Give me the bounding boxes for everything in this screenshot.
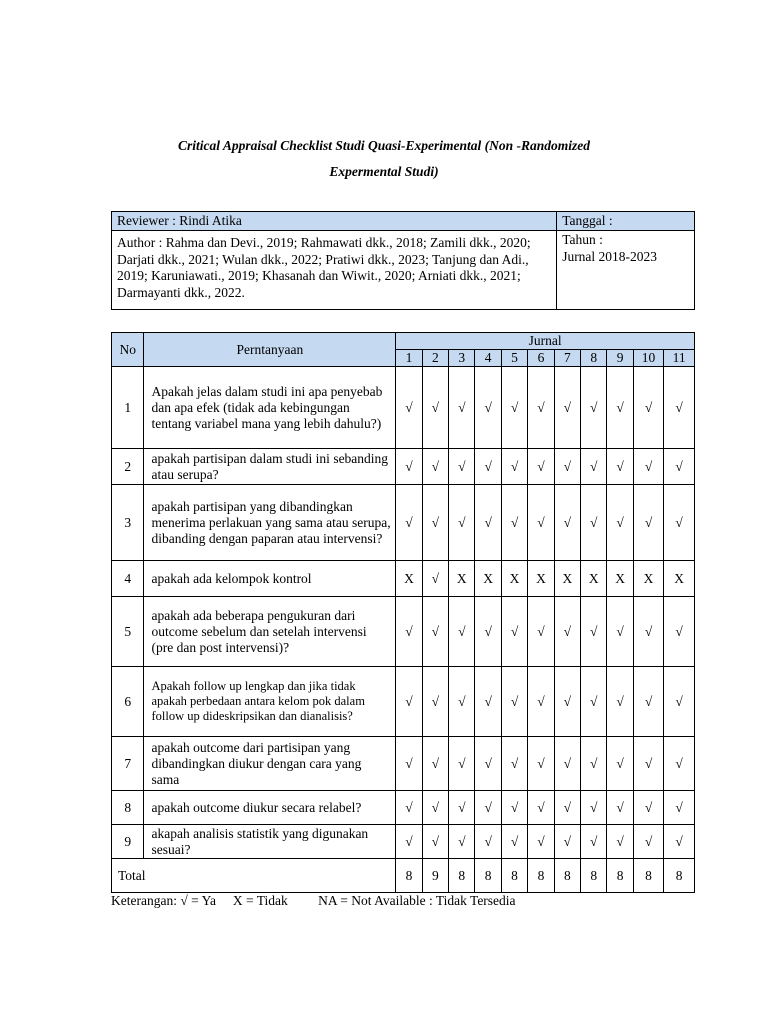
total-score: 8 [396,859,422,893]
assessment-mark: √ [664,737,695,791]
assessment-mark: √ [449,449,475,485]
assessment-mark: √ [396,367,422,449]
row-number: 8 [112,791,144,825]
total-score: 9 [422,859,448,893]
header-no: No [112,333,144,367]
question-text: apakah ada beberapa pengukuran dari outcome sebelum dan setelah intervensi (pre dan post intervensi)? [144,597,396,667]
assessment-mark: √ [607,367,633,449]
assessment-mark: √ [607,791,633,825]
total-score: 8 [554,859,580,893]
assessment-mark: √ [633,791,663,825]
assessment-mark: √ [475,485,501,561]
assessment-mark: √ [528,825,554,859]
assessment-mark: √ [581,367,607,449]
row-number: 4 [112,561,144,597]
header-question: Perntanyaan [144,333,396,367]
assessment-mark: √ [554,367,580,449]
assessment-mark: √ [449,667,475,737]
question-text: akapah analisis statistik yang digunakan sesuai? [144,825,396,859]
assessment-mark: √ [396,597,422,667]
assessment-mark: X [475,561,501,597]
assessment-mark: √ [501,737,527,791]
table-row [112,367,695,449]
assessment-mark: √ [633,485,663,561]
assessment-mark: √ [607,667,633,737]
assessment-mark: √ [449,597,475,667]
assessment-mark: √ [581,825,607,859]
row-number: 9 [112,825,144,859]
table-row [112,449,695,485]
assessment-mark: √ [633,449,663,485]
assessment-mark: √ [633,597,663,667]
table-row [112,667,695,737]
journal-number: 10 [633,350,663,367]
assessment-mark: √ [664,791,695,825]
assessment-mark: √ [422,825,448,859]
author-list: Author : Rahma dan Devi., 2019; Rahmawati dkk., 2018; Zamili dkk., 2020; Darjati dkk., 2021; Wulan dkk., 2022; Pratiwi dkk., 2023; Tanjung dan Adi., 2019; Karuniawati., 2019; Khasanah dan Wiwit., 2020; Arniati dkk., 2021; Darmayanti dkk., 2022. [112,231,557,310]
assessment-mark: √ [396,449,422,485]
assessment-mark: √ [607,597,633,667]
assessment-mark: √ [528,367,554,449]
assessment-mark: √ [581,667,607,737]
assessment-mark: √ [422,367,448,449]
legend-note: Keterangan: √ = Ya X = Tidak NA = Not Available : Tidak Tersedia [111,893,516,908]
journal-number: 4 [475,350,501,367]
assessment-mark: √ [633,825,663,859]
assessment-mark: X [554,561,580,597]
assessment-mark: √ [449,737,475,791]
assessment-mark: √ [396,667,422,737]
assessment-mark: √ [664,597,695,667]
table-row [112,485,695,561]
assessment-mark: √ [633,667,663,737]
assessment-mark: √ [554,825,580,859]
total-score: 8 [664,859,695,893]
assessment-mark: √ [475,791,501,825]
assessment-mark: √ [664,825,695,859]
total-score: 8 [501,859,527,893]
assessment-mark: √ [501,667,527,737]
assessment-mark: √ [422,737,448,791]
row-number: 1 [112,367,144,449]
assessment-mark: √ [633,367,663,449]
assessment-mark: √ [449,791,475,825]
question-text: apakah partisipan yang dibandingkan menerima perlakuan yang sama atau serupa, dibanding dengan paparan atau intervensi? [144,485,396,561]
assessment-mark: √ [607,449,633,485]
assessment-mark: √ [581,791,607,825]
assessment-mark: √ [528,667,554,737]
assessment-mark: X [396,561,422,597]
assessment-mark: √ [528,485,554,561]
assessment-mark: √ [475,667,501,737]
journal-number: 1 [396,350,422,367]
assessment-mark: √ [664,367,695,449]
assessment-mark: √ [475,737,501,791]
assessment-mark: √ [422,561,448,597]
assessment-mark: √ [396,737,422,791]
row-number: 5 [112,597,144,667]
tanggal-label: Tanggal : [557,212,695,231]
table-row [112,737,695,791]
assessment-mark: √ [501,597,527,667]
assessment-mark: √ [501,367,527,449]
assessment-mark: √ [607,737,633,791]
tahun-value: Jurnal 2018-2023 [562,248,658,264]
tahun-cell [557,231,695,310]
total-score: 8 [449,859,475,893]
assessment-mark: X [607,561,633,597]
journal-number: 7 [554,350,580,367]
assessment-mark: X [664,561,695,597]
question-text: apakah outcome dari partisipan yang dibandingkan diukur dengan cara yang sama [144,737,396,791]
total-score: 8 [475,859,501,893]
assessment-mark: √ [528,791,554,825]
document-title-line-2: Expermental Studi) [329,164,439,179]
question-text: apakah ada kelompok kontrol [144,561,396,597]
assessment-mark: √ [554,485,580,561]
journal-number: 2 [422,350,448,367]
assessment-mark: X [449,561,475,597]
assessment-mark: √ [554,449,580,485]
assessment-mark: √ [664,485,695,561]
journal-number: 5 [501,350,527,367]
assessment-mark: √ [475,597,501,667]
table-row [112,597,695,667]
assessment-mark: √ [528,737,554,791]
assessment-mark: √ [501,449,527,485]
assessment-mark: √ [422,485,448,561]
total-score: 8 [633,859,663,893]
journal-number: 11 [664,350,695,367]
question-text: Apakah follow up lengkap dan jika tidak apakah perbedaan antara kelom pok dalam follow up dideskripsikan dan dianalisis? [144,667,396,737]
assessment-mark: √ [396,791,422,825]
assessment-mark: √ [528,449,554,485]
assessment-mark: √ [554,737,580,791]
assessment-mark: √ [581,597,607,667]
total-label: Total [112,859,396,893]
assessment-mark: √ [528,597,554,667]
assessment-mark: √ [422,597,448,667]
assessment-mark: √ [633,737,663,791]
question-text: Apakah jelas dalam studi ini apa penyebab dan apa efek (tidak ada kebingungan tentang variabel mana yang lebih dahulu?) [144,367,396,449]
total-score: 8 [528,859,554,893]
assessment-mark: √ [554,791,580,825]
assessment-mark: √ [554,667,580,737]
assessment-mark: √ [449,367,475,449]
assessment-mark: √ [581,449,607,485]
assessment-mark: √ [554,597,580,667]
row-number: 7 [112,737,144,791]
total-score: 8 [581,859,607,893]
journal-number: 3 [449,350,475,367]
journal-number: 9 [607,350,633,367]
assessment-mark: √ [475,367,501,449]
assessment-mark: √ [396,825,422,859]
row-number: 3 [112,485,144,561]
assessment-mark: √ [422,449,448,485]
document-title-line-1: Critical Appraisal Checklist Studi Quasi-Experimental (Non -Randomized [177,138,591,153]
assessment-mark: X [528,561,554,597]
assessment-mark: √ [422,667,448,737]
assessment-mark: √ [422,791,448,825]
table-row [112,825,695,859]
assessment-mark: X [633,561,663,597]
assessment-mark: √ [449,485,475,561]
assessment-mark: √ [501,825,527,859]
assessment-mark: √ [475,825,501,859]
journal-number: 6 [528,350,554,367]
assessment-mark: √ [664,667,695,737]
assessment-mark: √ [607,825,633,859]
assessment-mark: X [501,561,527,597]
total-score: 8 [607,859,633,893]
question-text: apakah partisipan dalam studi ini sebanding atau serupa? [144,449,396,485]
assessment-mark: √ [396,485,422,561]
assessment-mark: √ [664,449,695,485]
reviewer-info-table [111,211,695,310]
total-row [112,859,695,893]
tahun-label: Tahun : [562,232,603,247]
journal-number: 8 [581,350,607,367]
assessment-mark: √ [607,485,633,561]
assessment-mark: √ [581,485,607,561]
assessment-mark: √ [475,449,501,485]
table-row [112,791,695,825]
assessment-mark: √ [449,825,475,859]
table-row [112,561,695,597]
reviewer-name: Reviewer : Rindi Atika [112,212,557,231]
header-jurnal: Jurnal [396,333,695,350]
assessment-mark: √ [501,485,527,561]
assessment-mark: √ [501,791,527,825]
assessment-mark: √ [581,737,607,791]
question-text: apakah outcome diukur secara relabel? [144,791,396,825]
row-number: 2 [112,449,144,485]
row-number: 6 [112,667,144,737]
checklist-table [111,332,695,893]
assessment-mark: X [581,561,607,597]
